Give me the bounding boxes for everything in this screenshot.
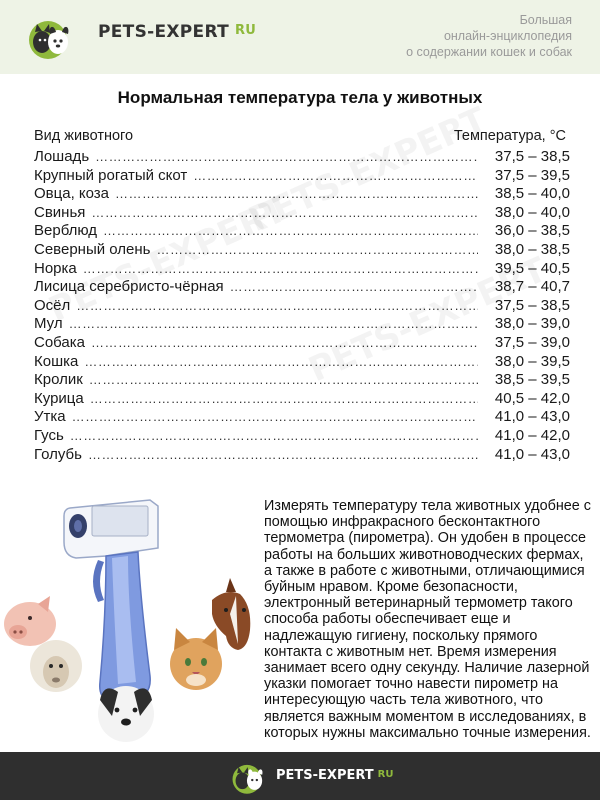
dot-leader: [84, 353, 478, 372]
site-tagline: [332, 12, 572, 60]
logo-name: PETS-EXPERT: [98, 22, 229, 42]
site-logo-text[interactable]: [98, 22, 256, 42]
table-header: [34, 128, 574, 148]
temperature-range: 36,0 – 38,5: [494, 222, 570, 240]
temperature-range: 38,0 – 39,0: [494, 315, 570, 333]
table-row: [34, 278, 574, 297]
animal-name: Осёл: [34, 296, 71, 314]
cat-icon: [170, 628, 222, 690]
temperature-range: 38,5 – 39,5: [494, 371, 570, 389]
temperature-range: 41,0 – 43,0: [494, 408, 570, 426]
logo-domain-suffix: RU: [234, 23, 257, 38]
cat-and-dog-logo-icon[interactable]: [230, 758, 270, 796]
table-row: [34, 427, 574, 446]
dot-leader: [72, 408, 478, 427]
table-row: [34, 241, 574, 260]
footer-logo-name: PETS-EXPERT: [276, 768, 374, 783]
footer-logo-domain-suffix: RU: [377, 769, 394, 780]
site-footer: [0, 752, 600, 800]
dot-leader: [156, 241, 478, 260]
table-row: [34, 371, 574, 390]
dot-leader: [76, 297, 478, 316]
animal-name: Овца, коза: [34, 185, 110, 203]
dog-icon: [98, 686, 154, 742]
dot-leader: [70, 427, 478, 446]
animal-name: Лисица серебристо-чёрная: [34, 278, 224, 296]
tagline-line: онлайн-энциклопедия: [443, 29, 572, 43]
table-row: [34, 390, 574, 409]
animal-name: Курица: [34, 389, 84, 407]
dot-leader: [89, 371, 478, 390]
table-row: [34, 353, 574, 372]
temperature-range: 38,0 – 39,5: [494, 352, 570, 370]
animal-name: Гусь: [34, 426, 64, 444]
temperature-range: 38,7 – 40,7: [494, 278, 570, 296]
horse-icon: [212, 578, 250, 650]
site-header: [0, 0, 600, 74]
temperature-range: 37,5 – 38,5: [494, 148, 570, 165]
footer-logo-text[interactable]: [276, 768, 393, 783]
animal-name: Кролик: [34, 371, 83, 389]
temperature-range: 41,0 – 42,0: [494, 426, 570, 444]
animal-name: Северный олень: [34, 240, 151, 258]
animal-name: Норка: [34, 259, 77, 277]
infrared-thermometer-illustration: [0, 496, 262, 746]
animal-name: Утка: [34, 408, 66, 426]
temperature-range: 39,5 – 40,5: [494, 259, 570, 277]
dot-leader: [115, 185, 478, 204]
dot-leader: [91, 334, 478, 353]
animal-name: Кошка: [34, 352, 79, 370]
dot-leader: [69, 315, 478, 334]
temperature-range: 37,5 – 39,0: [494, 333, 570, 351]
dot-leader: [103, 222, 478, 241]
dot-leader: [230, 278, 478, 297]
animal-name: Голубь: [34, 445, 82, 463]
temperature-range: 38,5 – 40,0: [494, 185, 570, 203]
animal-name: Крупный рогатый скот: [34, 166, 188, 184]
table-row: [34, 334, 574, 353]
table-row: [34, 297, 574, 316]
table-row: [34, 315, 574, 334]
dot-leader: [90, 390, 478, 409]
temperature-range: 40,5 – 42,0: [494, 389, 570, 407]
tagline-line: Большая: [519, 13, 572, 27]
temperature-range: 37,5 – 39,5: [494, 166, 570, 184]
dot-leader: [91, 204, 478, 223]
pig-icon: [4, 596, 56, 646]
cat-and-dog-logo-icon[interactable]: [26, 12, 78, 62]
column-header-temperature: Температура, °С: [453, 128, 566, 144]
table-row: [34, 222, 574, 241]
table-row: [34, 167, 574, 186]
page-title: Нормальная температура тела у животных: [117, 88, 483, 107]
table-row: [34, 446, 574, 465]
tagline-line: о содержании кошек и собак: [406, 45, 572, 59]
column-header-animal: Вид животного: [34, 128, 134, 144]
table-row: [34, 408, 574, 427]
dot-leader: [83, 260, 478, 279]
table-row: [34, 204, 574, 223]
description-paragraph: Измерять температуру тела животных удобнее с помощью инфракрасного бесконтактного термометра (пирометра). Он удобен в процессе работы на больших животноводческих фермах, а также в работе с животными, отличающимися буйным нравом. Кроме безопасности, электронный ветеринарный термометр такого способа работы обеспечивает еще и надлежащую гигиену, поскольку прямого контакта с животным нет. Время измерения занимает всего одну секунду. Наличие лазерной указки помогает точно навести пирометр на интересующую часть тела животного, что является важным моментом в исследованиях, в которых нужны максимально точные измерения.: [264, 498, 591, 741]
animal-name: Мул: [34, 315, 63, 333]
temperature-range: 38,0 – 40,0: [494, 203, 570, 221]
table-row: [34, 260, 574, 279]
temperature-range: 41,0 – 43,0: [494, 445, 570, 463]
animal-name: Лошадь: [34, 148, 90, 165]
animal-name: Свинья: [34, 203, 86, 221]
table-row: [34, 185, 574, 204]
dot-leader: [193, 167, 478, 186]
table-row: [34, 148, 574, 167]
temperature-table: [34, 128, 574, 464]
dot-leader: [95, 148, 478, 167]
animal-name: Собака: [34, 333, 85, 351]
temperature-range: 38,0 – 38,5: [494, 240, 570, 258]
animal-name: Верблюд: [34, 222, 98, 240]
dot-leader: [88, 446, 478, 465]
sheep-icon: [30, 640, 82, 692]
temperature-range: 37,5 – 38,5: [494, 296, 570, 314]
